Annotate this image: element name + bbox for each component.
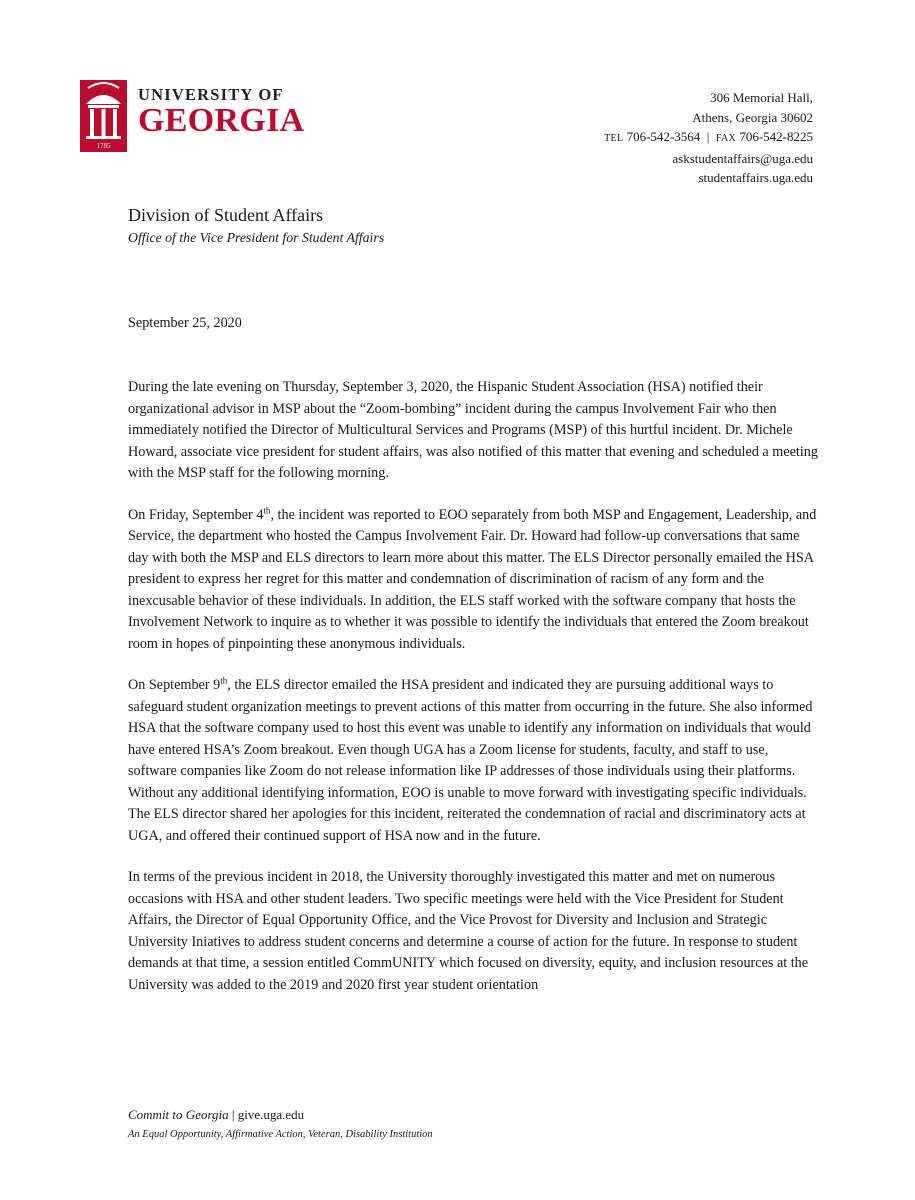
footer-eeo-statement: An Equal Opportunity, Affirmative Action, Veteran, Disability Institution bbox=[128, 1129, 433, 1140]
division-title: Division of Student Affairs bbox=[128, 205, 324, 225]
tel-label: TEL bbox=[604, 133, 624, 144]
address-city: Athens, Georgia 30602 bbox=[692, 109, 813, 125]
footer-separator: | bbox=[231, 1107, 235, 1122]
phone-separator: | bbox=[706, 129, 710, 144]
address-block bbox=[604, 88, 813, 188]
letter-date: September 25, 2020 bbox=[128, 315, 242, 331]
logo-georgia: GEORGIA bbox=[138, 102, 305, 139]
fax-number: 706-542-8225 bbox=[739, 129, 813, 144]
paragraph-4: In terms of the previous incident in 2018, the University thoroughly investigated this matter and met on numerous occasions with HSA and other student leaders. Two specific meetings were held with the Vice President for Student Affairs, the Director of Equal Opportunity Office, and the Vice Provost for Diversity and Inclusion and Strategic University Iniatives to address student concerns and determine a course of action for the future. In response to student demands at that time, a session entitled CommUNITY which focused on diversity, equity, and inclusion resources at the University was added to the 2019 and 2020 first year student orientation bbox=[128, 869, 809, 993]
address-street: 306 Memorial Hall, bbox=[710, 90, 813, 105]
logo-year: 1785 bbox=[96, 142, 111, 150]
uga-logo bbox=[80, 80, 305, 152]
footer-commit-line bbox=[128, 1107, 304, 1123]
tel-number: 706-542-3564 bbox=[626, 129, 701, 144]
address-website[interactable]: studentaffairs.uga.edu bbox=[698, 170, 813, 185]
letter-body bbox=[128, 377, 818, 1016]
footer-give-link[interactable]: give.uga.edu bbox=[237, 1107, 305, 1122]
logo-university-of: UNIVERSITY OF bbox=[138, 85, 284, 104]
office-subtitle: Office of the Vice President for Student Affairs bbox=[128, 230, 385, 245]
paragraph-2: On Friday, September 4th, the incident was reported to EOO separately from both MSP and Engagement, Leadership, and Service, the department who hosted the Campus Involvement Fair. Dr. Howard had follow-up conversations that same day with both the MSP and ELS directors to learn more about this matter. The ELS Director personally emailed the HSA president to express her regret for this matter and condemnation of discrimination of racism of any form and the inexcusable behavior of these individuals. In addition, the ELS staff worked with the software company that hosts the Involvement Network to inquire as to whether it was possible to identify the individuals that entered the Zoom breakout room in hopes of pinpointing these anonymous individuals. bbox=[128, 504, 817, 652]
address-email[interactable]: askstudentaffairs@uga.edu bbox=[672, 150, 813, 166]
fax-label: FAX bbox=[715, 133, 737, 144]
paragraph-1: During the late evening on Thursday, September 3, 2020, the Hispanic Student Association (HSA) notified their organizational advisor in MSP about the “Zoom-bombing” incident during the campus Involvement Fair who then immediately notified the Director of Multicultural Services and Programs (MSP) of this hurtful incident. Dr. Michele Howard, associate vice president for student affairs, was also notified of this matter that evening and scheduled a meeting with the MSP staff for the following morning. bbox=[128, 379, 818, 481]
arch-icon bbox=[80, 80, 127, 152]
paragraph-3: On September 9th, the ELS director emailed the HSA president and indicated they are pursuing additional ways to safeguard student organization meetings to prevent actions of this matter from occurring in the future. She also informed HSA that the software company used to host this event was unable to identify any information on individuals that would have entered HSA’s Zoom breakout. Even though UGA has a Zoom license for students, faculty, and staff to use, software companies like Zoom do not release information like IP addresses of those individuals using their platforms. Without any additional identifying information, EOO is unable to move forward with investigating specific individuals. The ELS director shared her apologies for this incident, reiterated the condemnation of racial and discriminatory acts at UGA, and offered their continued support of HSA now and in the future. bbox=[128, 675, 813, 844]
footer-commit: Commit to Georgia bbox=[128, 1107, 229, 1122]
address-phone-line bbox=[604, 127, 813, 149]
